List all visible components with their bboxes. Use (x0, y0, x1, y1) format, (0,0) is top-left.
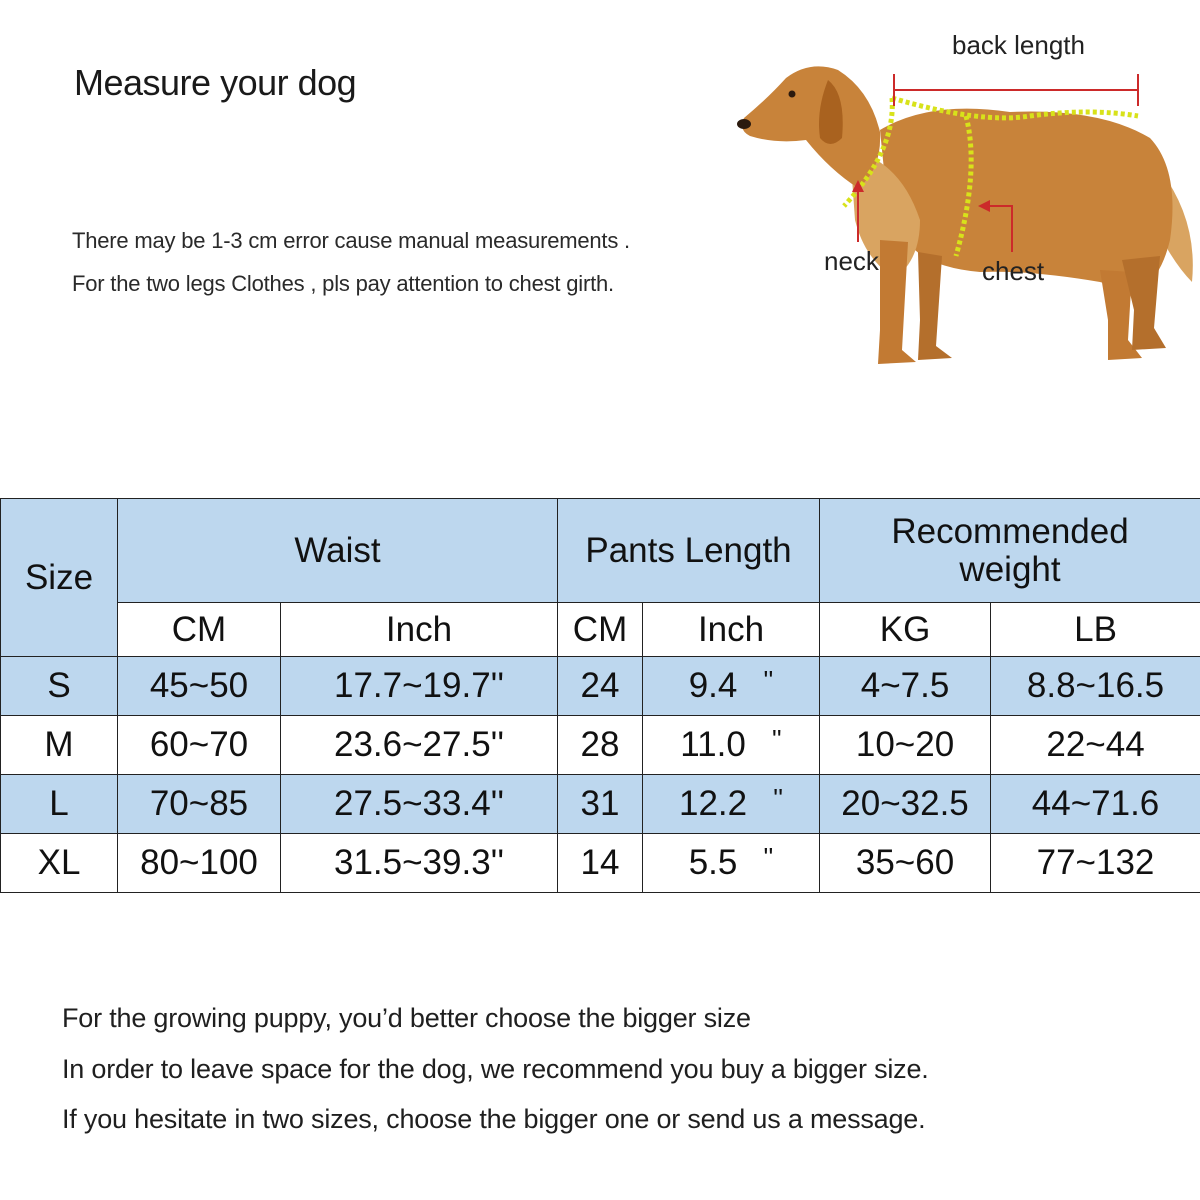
waist-inch-cell: 23.6~27.5'' (281, 716, 558, 775)
size-cell: L (1, 775, 118, 834)
footer-note-space: In order to leave space for the dog, we recommend you buy a bigger size. (62, 1054, 929, 1084)
header-recommended-weight: Recommended weight (820, 499, 1200, 603)
chest-label: chest (982, 256, 1045, 286)
waist-inch-cell: 31.5~39.3'' (281, 834, 558, 893)
header-waist-cm: CM (118, 603, 281, 657)
chest-girth-note: For the two legs Clothes , pls pay attention to chest girth. (72, 271, 614, 296)
pants-cm-cell: 24 (558, 657, 643, 716)
dog-front-leg-right (918, 252, 952, 360)
pants-cm-cell: 31 (558, 775, 643, 834)
waist-cm-cell: 80~100 (118, 834, 281, 893)
neck-label: neck (824, 246, 879, 276)
weight-kg-cell: 20~32.5 (820, 775, 991, 834)
table-row (1, 834, 1200, 893)
weight-lb-cell: 77~132 (991, 834, 1200, 893)
header-size: Size (1, 499, 118, 657)
header-waist: Waist (118, 499, 558, 603)
footer-note-puppy: For the growing puppy, you’d better choose the bigger size (62, 1003, 751, 1033)
weight-lb-cell: 22~44 (991, 716, 1200, 775)
weight-lb-cell: 8.8~16.5 (991, 657, 1200, 716)
header-pants-inch: Inch (643, 603, 820, 657)
footer-note-hesitate: If you hesitate in two sizes, choose the bigger one or send us a message. (62, 1104, 926, 1134)
header-pants-cm: CM (558, 603, 643, 657)
size-table (0, 498, 1200, 893)
weight-lb-cell: 44~71.6 (991, 775, 1200, 834)
weight-kg-cell: 35~60 (820, 834, 991, 893)
pants-cm-cell: 28 (558, 716, 643, 775)
waist-cm-cell: 70~85 (118, 775, 281, 834)
header-pants-length: Pants Length (558, 499, 820, 603)
size-cell: M (1, 716, 118, 775)
table-row (1, 657, 1200, 716)
header-weight-lb: LB (991, 603, 1200, 657)
size-cell: XL (1, 834, 118, 893)
pants-inch-cell: 9.4 '' (643, 657, 820, 716)
waist-cm-cell: 45~50 (118, 657, 281, 716)
dog-nose (737, 119, 751, 129)
dog-illustration (730, 20, 1200, 380)
dog-measurement-figure (730, 20, 1200, 380)
dog-eye (789, 91, 796, 98)
header-waist-inch: Inch (281, 603, 558, 657)
pants-inch-cell: 5.5 '' (643, 834, 820, 893)
back-length-label: back length (952, 30, 1085, 60)
size-cell: S (1, 657, 118, 716)
table-row (1, 716, 1200, 775)
header-weight-kg: KG (820, 603, 991, 657)
waist-inch-cell: 17.7~19.7'' (281, 657, 558, 716)
size-chart (0, 498, 1200, 893)
measurement-error-note: There may be 1-3 cm error cause manual measurements . (72, 228, 630, 253)
dog-head (742, 66, 880, 188)
pants-inch-cell: 11.0 '' (643, 716, 820, 775)
pants-inch-cell: 12.2 '' (643, 775, 820, 834)
table-row (1, 775, 1200, 834)
waist-cm-cell: 60~70 (118, 716, 281, 775)
page-title: Measure your dog (74, 62, 357, 103)
weight-kg-cell: 4~7.5 (820, 657, 991, 716)
weight-kg-cell: 10~20 (820, 716, 991, 775)
pants-cm-cell: 14 (558, 834, 643, 893)
waist-inch-cell: 27.5~33.4'' (281, 775, 558, 834)
